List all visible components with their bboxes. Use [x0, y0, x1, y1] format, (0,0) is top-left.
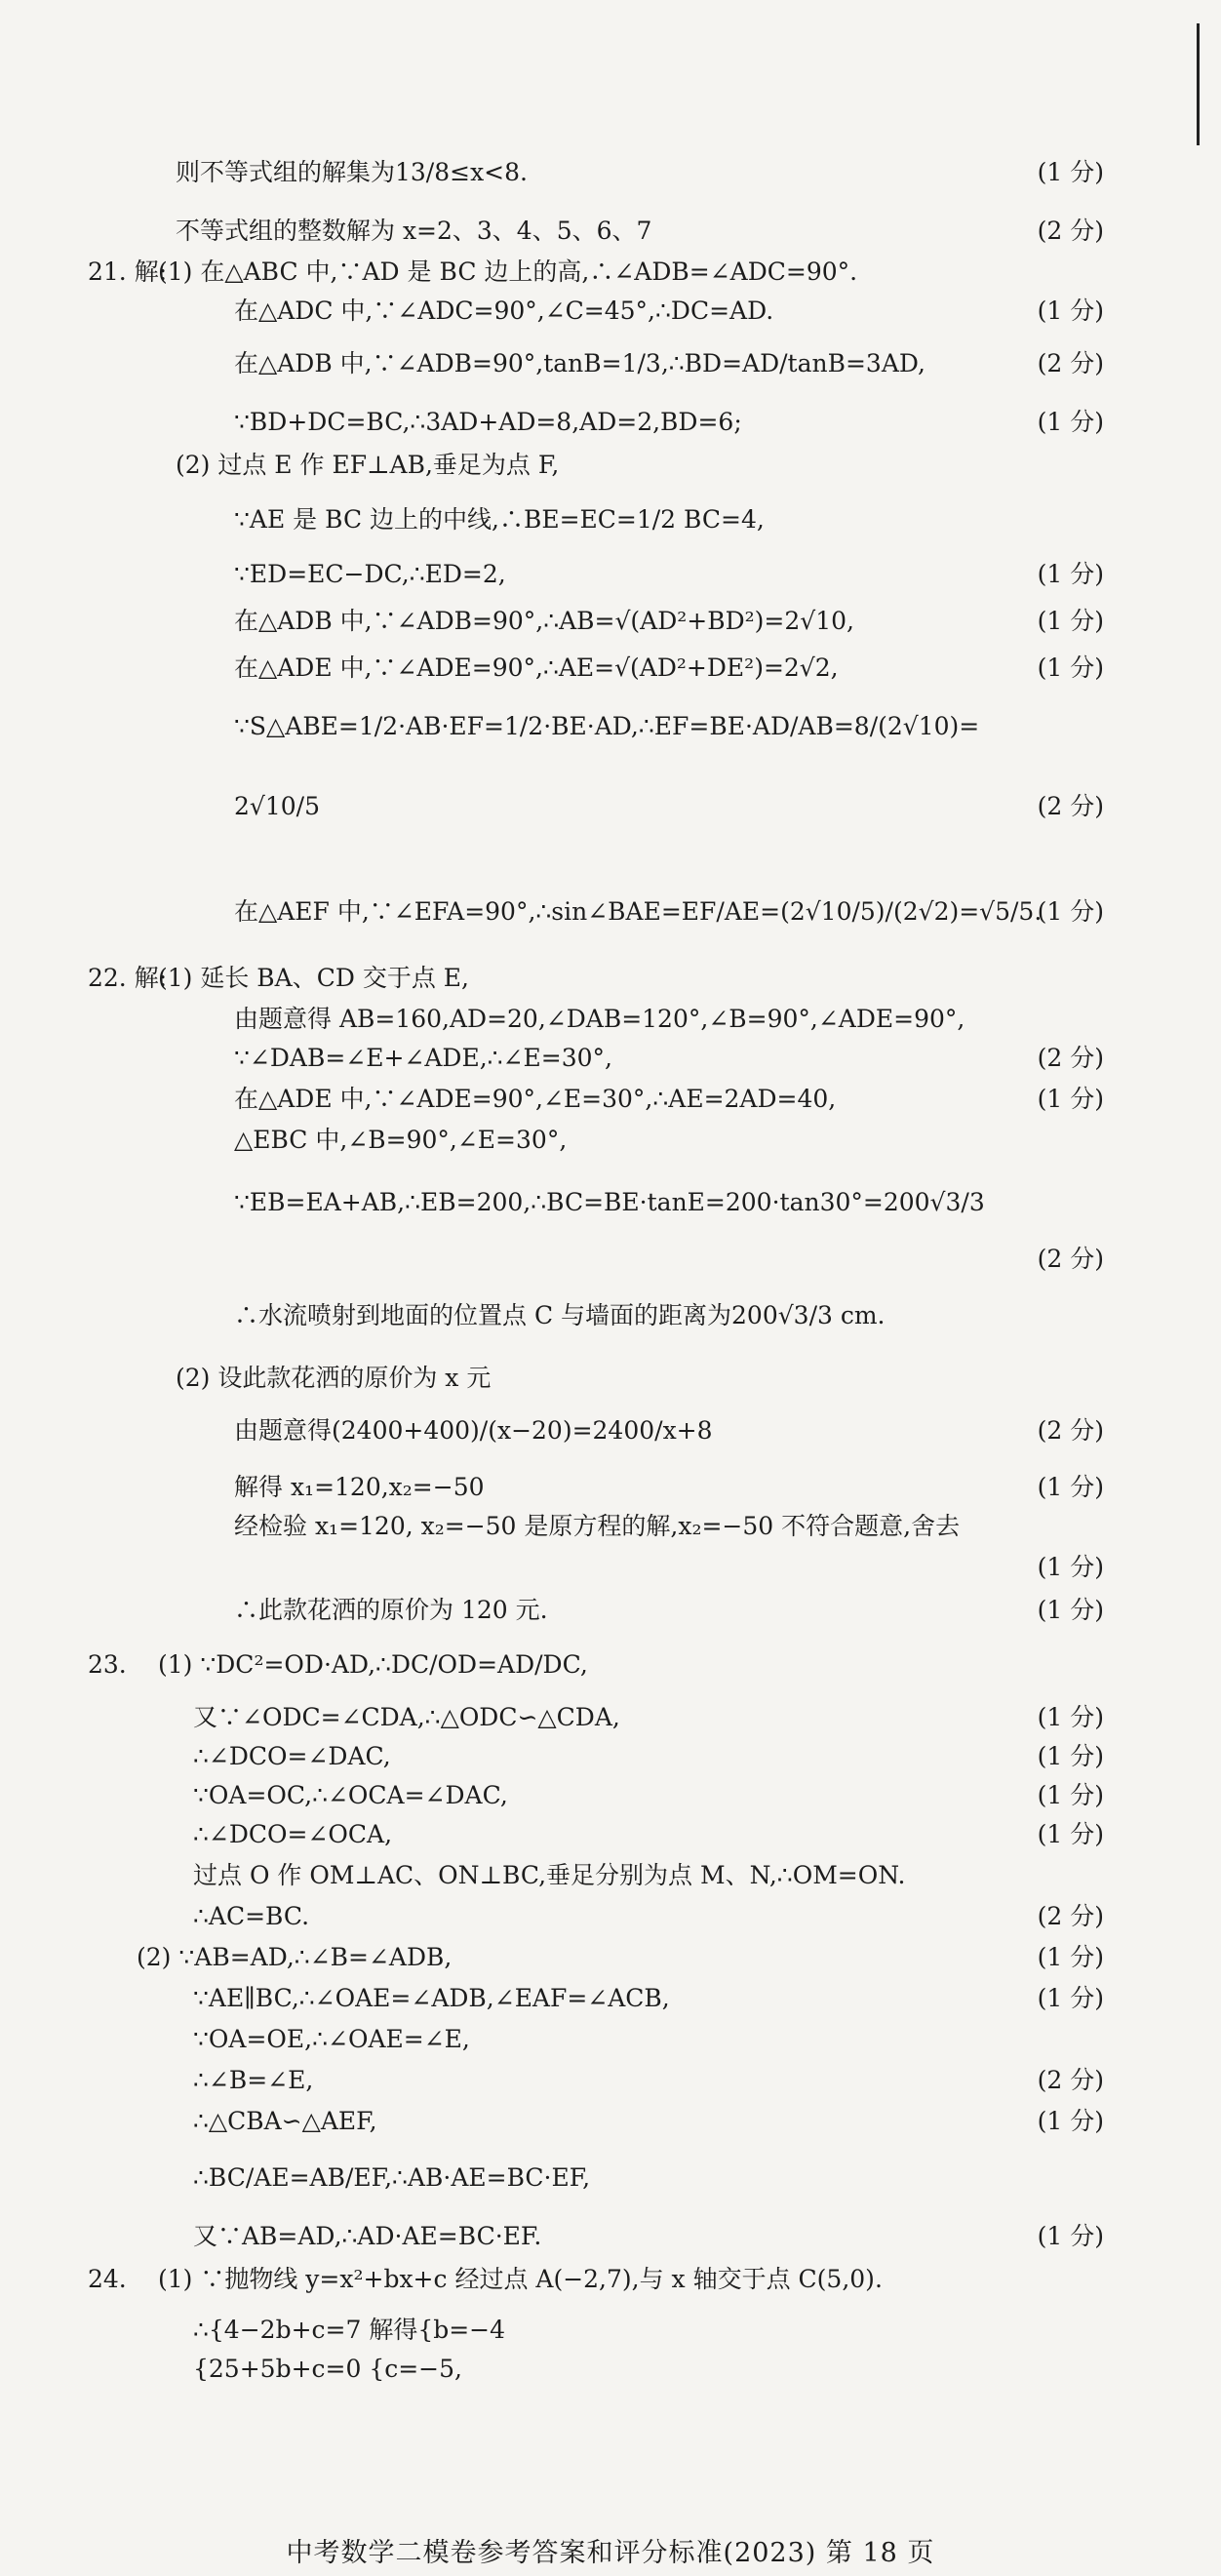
score: (2 分): [1037, 349, 1104, 377]
score: (1 分): [1037, 1473, 1104, 1501]
line: ∴∠DCO=∠DAC,: [193, 1742, 391, 1770]
line: ∴BC/AE=AB/EF,∴AB·AE=BC·EF,: [193, 2163, 591, 2192]
line: ∵OA=OE,∴∠OAE=∠E,: [193, 2025, 470, 2053]
line: ∵BD+DC=BC,∴3AD+AD=8,AD=2,BD=6;: [234, 408, 742, 436]
line-q23-part2: (2) ∵AB=AD,∴∠B=∠ADB,: [137, 1943, 453, 1971]
score: (1 分): [1037, 1781, 1104, 1809]
line: {25+5b+c=0 {c=−5,: [193, 2355, 462, 2383]
line: 在△ADE 中,∵∠ADE=90°,∴AE=√(AD²+DE²)=2√2,: [234, 654, 839, 682]
line: ∴{4−2b+c=7 解得{b=−4: [193, 2316, 506, 2344]
score: (1 分): [1037, 2107, 1104, 2135]
score: (2 分): [1037, 217, 1104, 245]
line: ∵∠DAB=∠E+∠ADE,∴∠E=30°,: [234, 1044, 612, 1072]
score: (1 分): [1037, 408, 1104, 436]
line: 解得 x₁=120,x₂=−50: [234, 1473, 485, 1501]
score: (2 分): [1037, 1044, 1104, 1072]
line: 2√10/5: [234, 792, 320, 820]
line: ∴AC=BC.: [193, 1902, 310, 1930]
question-number: 21. 解:: [88, 258, 168, 286]
score: (2 分): [1037, 1245, 1104, 1273]
page-footer: 中考数学二模卷参考答案和评分标准(2023) 第 18 页: [286, 2538, 935, 2568]
line-q24-header: 24. (1) ∵抛物线 y=x²+bx+c 经过点 A(−2,7),与 x 轴交于点 C(5,0).: [88, 2263, 883, 2296]
line-q21-part2: (2) 过点 E 作 EF⊥AB,垂足为点 F,: [176, 451, 560, 479]
line: 在△ADC 中,∵∠ADC=90°,∠C=45°,∴DC=AD.: [234, 297, 774, 325]
line: ∵AE∥BC,∴∠OAE=∠ADB,∠EAF=∠ACB,: [193, 1984, 670, 2012]
line: ∴此款花洒的原价为 120 元.: [234, 1596, 548, 1624]
score: (1 分): [1037, 297, 1104, 325]
score: (1 分): [1037, 897, 1104, 926]
question-number: 23.: [88, 1650, 127, 1679]
line: 又∵∠ODC=∠CDA,∴△ODC∽△CDA,: [193, 1703, 620, 1731]
line: ∵S△ABE=1/2·AB·EF=1/2·BE·AD,∴EF=BE·AD/AB=8/(2√10)=: [234, 712, 980, 740]
line: ∴∠DCO=∠OCA,: [193, 1820, 393, 1848]
score: (2 分): [1037, 2066, 1104, 2094]
line-q20-solution-set: 则不等式组的解集为13/8≤x<8.: [176, 158, 528, 186]
score: (1 分): [1037, 1085, 1104, 1113]
score: (1 分): [1037, 1596, 1104, 1624]
line-q20-integers: 不等式组的整数解为 x=2、3、4、5、6、7: [176, 217, 652, 245]
line: 在△ADB 中,∵∠ADB=90°,∴AB=√(AD²+BD²)=2√10,: [234, 607, 854, 635]
score: (1 分): [1037, 560, 1104, 588]
line: ∵EB=EA+AB,∴EB=200,∴BC=BE·tanE=200·tan30°=200√3/3: [234, 1188, 985, 1216]
line: ∴水流喷射到地面的位置点 C 与墙面的距离为200√3/3 cm.: [234, 1301, 886, 1329]
line: 在△ADE 中,∵∠ADE=90°,∠E=30°,∴AE=2AD=40,: [234, 1085, 837, 1113]
line: ∴∠B=∠E,: [193, 2066, 314, 2094]
line: 在△ADB 中,∵∠ADB=90°,tanB=1/3,∴BD=AD/tanB=3AD,: [234, 349, 926, 377]
line-q22-header: 22. 解:(1) 延长 BA、CD 交于点 E,: [88, 962, 469, 995]
score: (1 分): [1037, 654, 1104, 682]
line: 由题意得(2400+400)/(x−20)=2400/x+8: [234, 1416, 713, 1445]
score: (1 分): [1037, 1703, 1104, 1731]
line: ∵ED=EC−DC,∴ED=2,: [234, 560, 506, 588]
line: ∵OA=OC,∴∠OCA=∠DAC,: [193, 1781, 508, 1809]
line: ∴△CBA∽△AEF,: [193, 2107, 377, 2135]
line-q23-header: 23. (1) ∵DC²=OD·AD,∴DC/OD=AD/DC,: [88, 1648, 588, 1682]
score: (1 分): [1037, 1984, 1104, 2012]
line: △EBC 中,∠B=90°,∠E=30°,: [234, 1126, 568, 1154]
score: (1 分): [1037, 607, 1104, 635]
line: 过点 O 作 OM⊥AC、ON⊥BC,垂足分别为点 M、N,∴OM=ON.: [193, 1861, 906, 1889]
score: (1 分): [1037, 1553, 1104, 1581]
line: 由题意得 AB=160,AD=20,∠DAB=120°,∠B=90°,∠ADE=90°,: [234, 1005, 965, 1033]
line: ∵AE 是 BC 边上的中线,∴BE=EC=1/2 BC=4,: [234, 505, 765, 534]
line: 经检验 x₁=120, x₂=−50 是原方程的解,x₂=−50 不符合题意,舍去: [234, 1512, 961, 1540]
question-number: 24.: [88, 2265, 127, 2293]
line-q21-header: 21. 解:(1) 在△ABC 中,∵AD 是 BC 边上的高,∴∠ADB=∠ADC=90°.: [88, 256, 857, 289]
line-q22-part2: (2) 设此款花洒的原价为 x 元: [176, 1364, 492, 1392]
score: (1 分): [1037, 1820, 1104, 1848]
score: (2 分): [1037, 792, 1104, 820]
score: (1 分): [1037, 1742, 1104, 1770]
line: 在△AEF 中,∵∠EFA=90°,∴sin∠BAE=EF/AE=(2√10/5)/(2√2)=√5/5.: [234, 897, 1043, 926]
page-edge-mark: [1197, 23, 1200, 145]
question-number: 22. 解:: [88, 964, 168, 992]
score: (1 分): [1037, 1943, 1104, 1971]
score: (2 分): [1037, 1416, 1104, 1445]
score: (1 分): [1037, 2222, 1104, 2250]
score: (1 分): [1037, 158, 1104, 186]
score: (2 分): [1037, 1902, 1104, 1930]
line: 又∵AB=AD,∴AD·AE=BC·EF.: [193, 2222, 542, 2250]
